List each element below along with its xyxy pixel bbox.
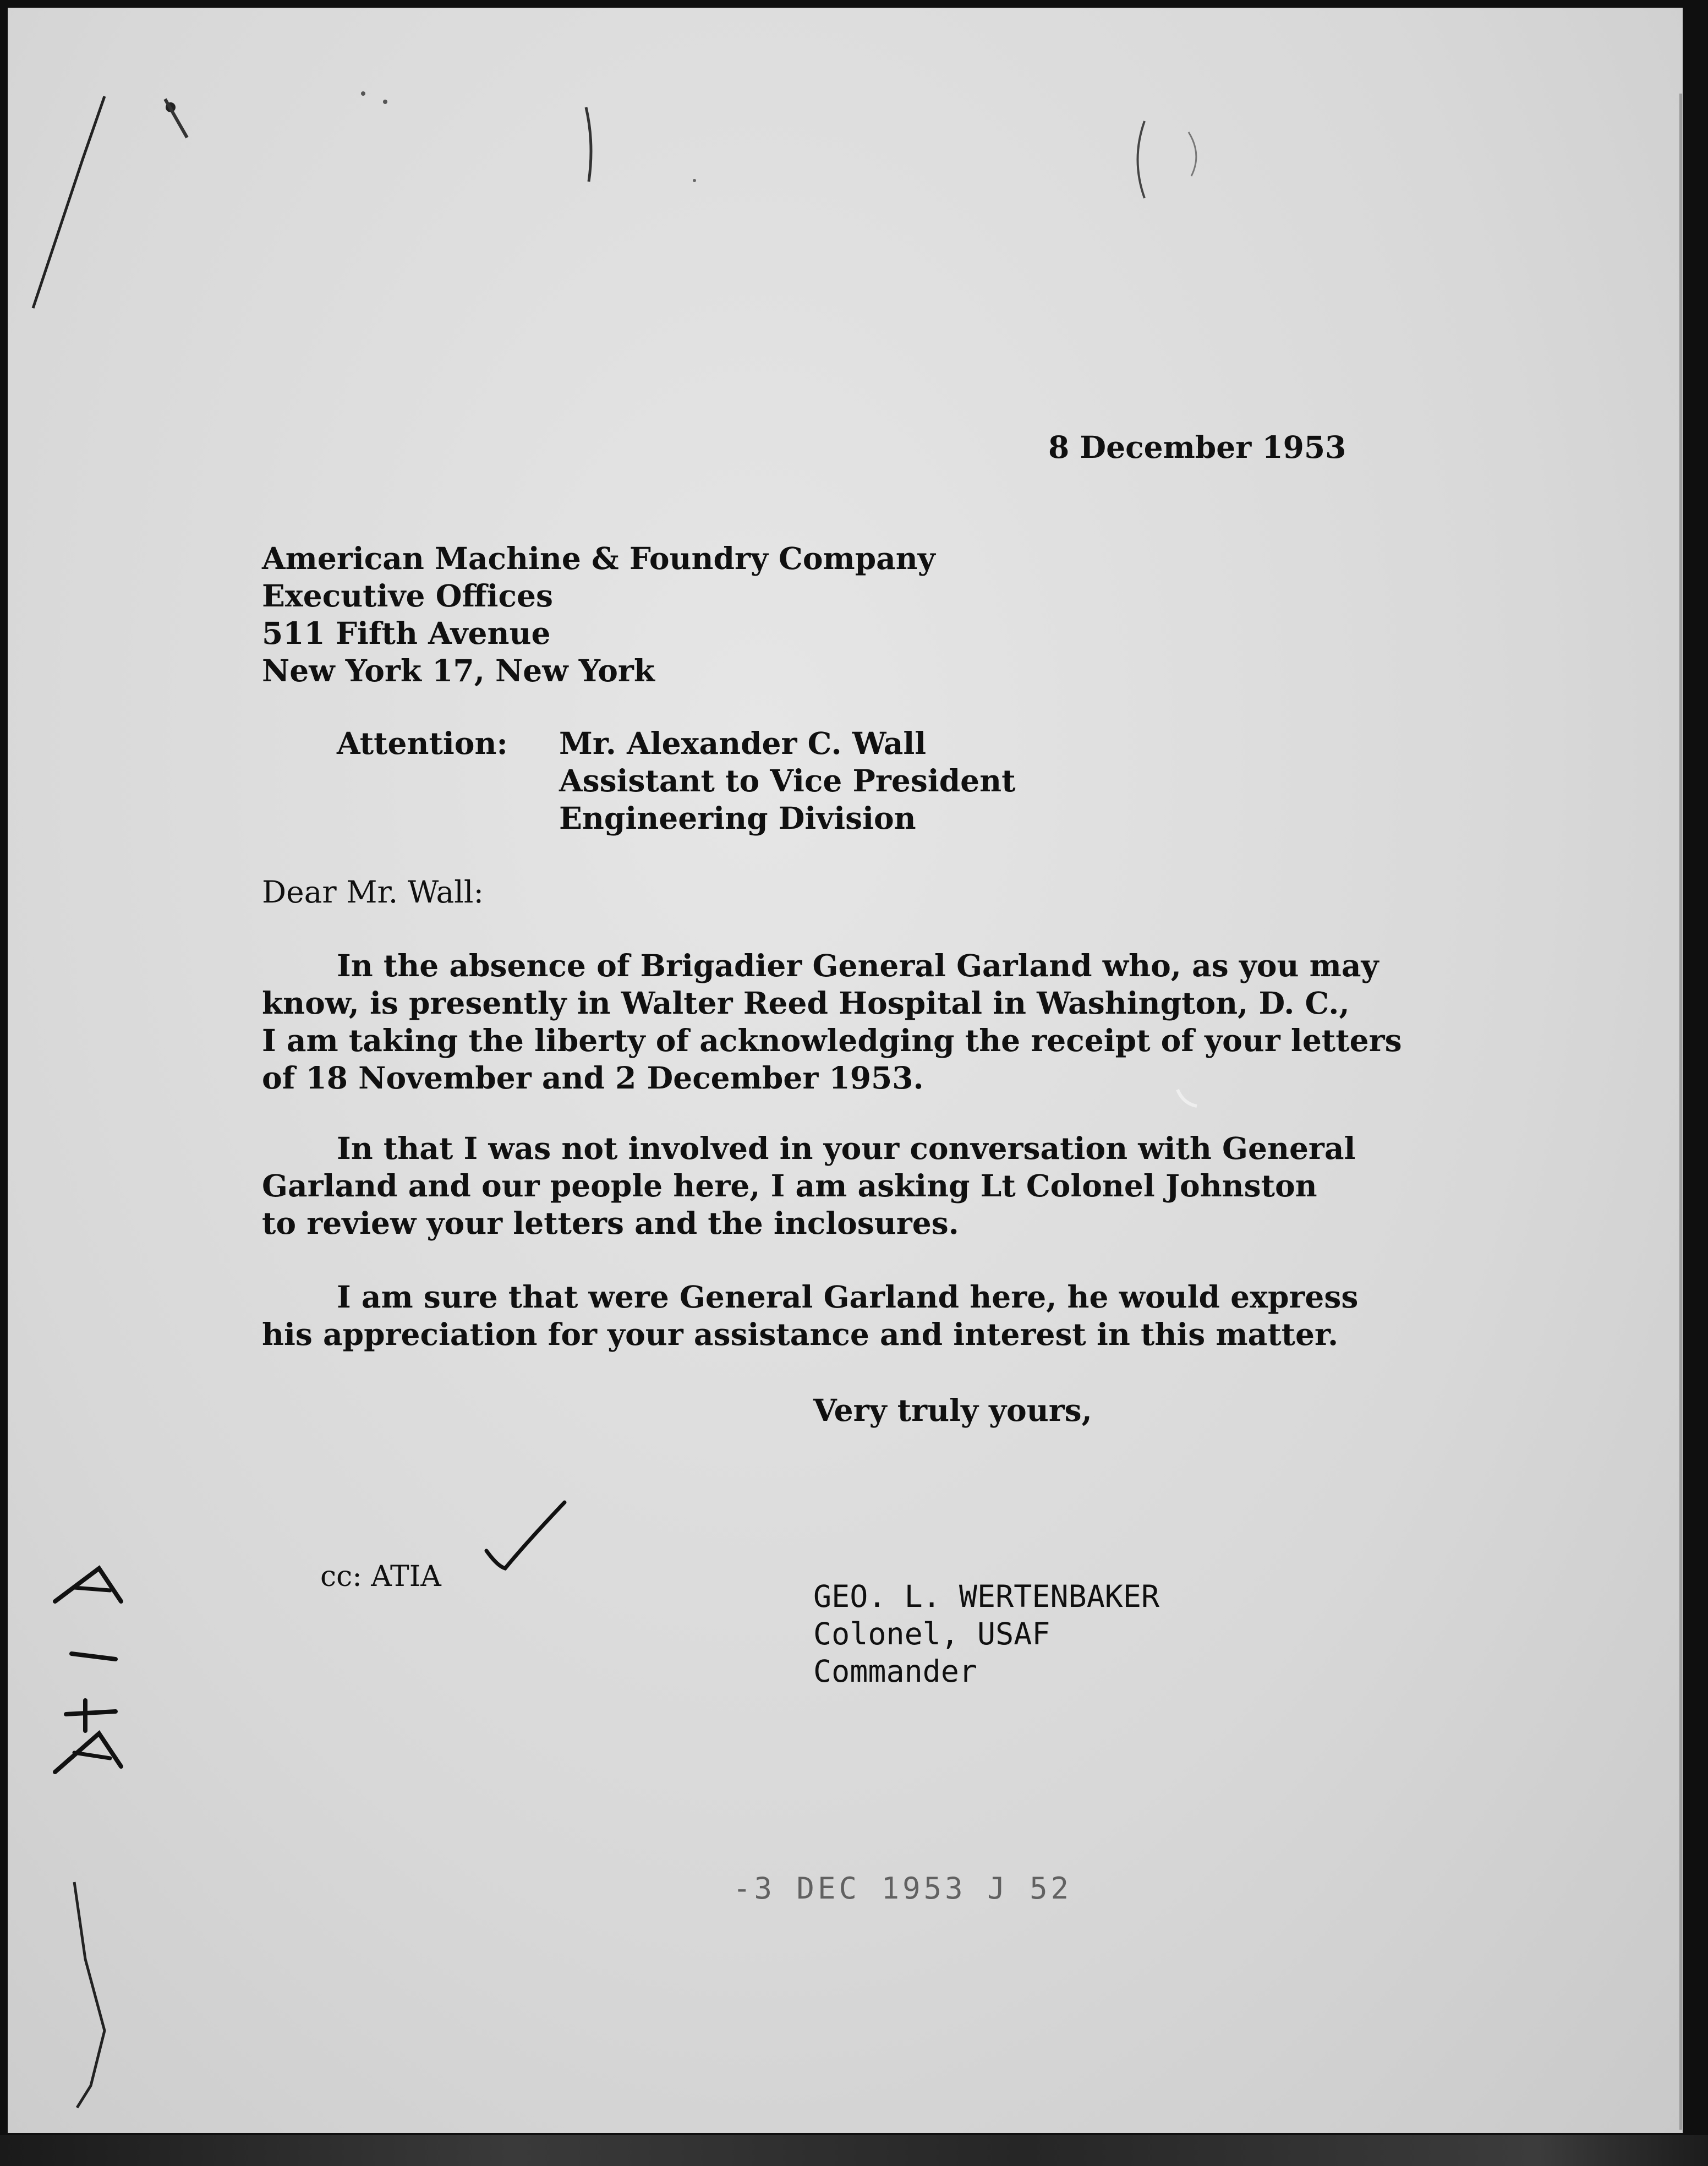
paragraph-1-line-3: I am taking the liberty of acknowledging the receipt of your letters (262, 1022, 1402, 1058)
paragraph-2-line-2: Garland and our people here, I am asking Lt Colonel Johnston (262, 1168, 1317, 1204)
letter-date: 8 December 1953 (1048, 429, 1346, 465)
paragraph-1 (262, 948, 1402, 1097)
attention-label: Attention: (337, 725, 508, 761)
signature-rank: Colonel, USAF (813, 1616, 1050, 1651)
recipient-city: New York 17, New York (262, 653, 655, 688)
closing: Very truly yours, (813, 1392, 1092, 1428)
received-stamp: -3 DEC 1953 J 52 (733, 1871, 1072, 1906)
scan-bottom-edge (0, 2135, 1708, 2166)
paragraph-2 (262, 1130, 1355, 1243)
paragraph-1-line-2: know, is presently in Walter Reed Hospital in Washington, D. C., (262, 985, 1350, 1021)
paragraph-3-line-1: I am sure that were General Garland here, he would express (337, 1279, 1359, 1315)
recipient-street: 511 Fifth Avenue (262, 615, 551, 651)
recipient-office: Executive Offices (262, 578, 553, 614)
margin-rule (1679, 94, 1682, 2130)
paragraph-1-line-4: of 18 November and 2 December 1953. (262, 1060, 924, 1096)
margin-annotation-atia (33, 1535, 138, 1777)
paragraph-3 (262, 1279, 1358, 1354)
attention-block (559, 725, 1016, 838)
cc-line: cc: ATIA (320, 1560, 441, 1593)
attention-position: Assistant to Vice President (559, 763, 1016, 798)
recipient-company: American Machine & Foundry Company (262, 540, 935, 576)
signature-block (813, 1578, 1159, 1691)
paragraph-2-line-1: In that I was not involved in your conversation with General (337, 1130, 1356, 1166)
signature-name: GEO. L. WERTENBAKER (813, 1579, 1160, 1614)
paragraph-3-line-2: his appreciation for your assistance and interest in this matter. (262, 1316, 1339, 1352)
checkmark-icon (482, 1497, 581, 1590)
paragraph-2-line-3: to review your letters and the inclosures. (262, 1205, 959, 1241)
paragraph-1-line-1: In the absence of Brigadier General Garland who, as you may (337, 948, 1379, 983)
attention-name: Mr. Alexander C. Wall (559, 725, 927, 761)
salutation: Dear Mr. Wall: (262, 874, 484, 910)
recipient-address (262, 540, 935, 690)
signature-title: Commander (813, 1654, 978, 1689)
attention-division: Engineering Division (559, 800, 916, 836)
